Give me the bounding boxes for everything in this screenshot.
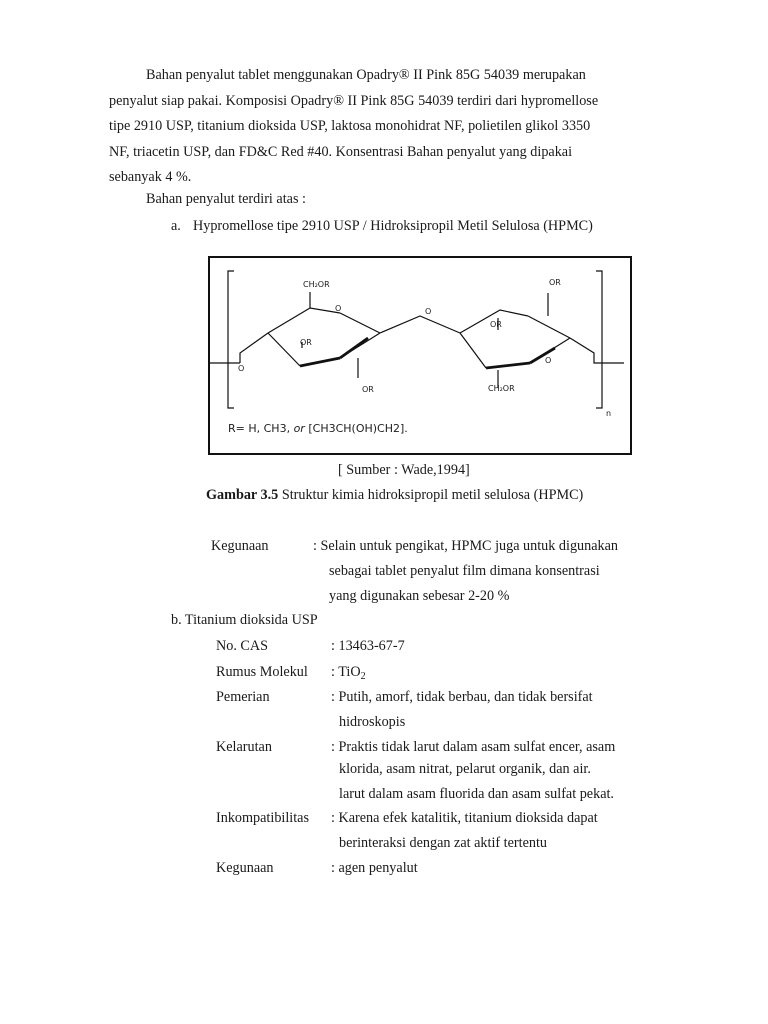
figure-source: [ Sumber : Wade,1994]	[338, 462, 470, 478]
label-or-right-top: OR	[549, 278, 561, 287]
r-note-suffix: [CH3CH(OH)CH2].	[308, 422, 408, 435]
pemerian-label: Pemerian	[216, 689, 270, 705]
intro-line-6: Bahan penyalut terdiri atas :	[146, 191, 306, 207]
kegunaan-a-label: Kegunaan	[211, 538, 269, 554]
rumus-value	[331, 663, 366, 681]
r-note-or: or	[293, 422, 305, 435]
kelarutan-line-1: : Praktis tidak larut dalam asam sulfat encer, asam	[331, 739, 616, 755]
r-note-prefix: R= H, CH3,	[228, 422, 291, 435]
cas-value: : 13463-67-7	[331, 638, 405, 654]
intro-line-3: tipe 2910 USP, titanium dioksida USP, laktosa monohidrat NF, polietilen glikol 3350	[109, 118, 591, 134]
item-a-marker: a.	[171, 218, 181, 234]
figure-caption	[206, 486, 583, 504]
kelarutan-line-3: larut dalam asam fluorida dan asam sulfat pekat.	[339, 786, 614, 802]
rumus-label: Rumus Molekul	[216, 664, 308, 680]
label-or-left-mid: OR	[300, 338, 312, 347]
item-b-title: b. Titanium dioksida USP	[171, 612, 318, 628]
r-substituent-note	[228, 422, 408, 435]
kegunaan-b-label: Kegunaan	[216, 860, 274, 876]
pemerian-line-1: : Putih, amorf, tidak berbau, dan tidak bersifat	[331, 689, 593, 705]
kegunaan-a-line-1: : Selain untuk pengikat, HPMC juga untuk digunakan	[313, 538, 619, 554]
item-a-title: Hypromellose tipe 2910 USP / Hidroksipropil Metil Selulosa (HPMC)	[193, 218, 593, 234]
label-or-right-mid: OR	[490, 320, 502, 329]
label-o-ring-right: O	[545, 356, 552, 365]
label-or-left-bottom: OR	[362, 385, 374, 394]
label-o-ring-left: O	[335, 304, 342, 313]
kelarutan-label: Kelarutan	[216, 739, 272, 755]
pemerian-line-2: hidroskopis	[339, 714, 406, 730]
rumus-subscript: 2	[360, 671, 366, 682]
inkompatibilitas-label: Inkompatibilitas	[216, 810, 309, 826]
label-ch2or-right: CH₂OR	[488, 384, 515, 393]
label-ch2or-left: CH₂OR	[303, 280, 330, 289]
inkompatibilitas-line-1: : Karena efek katalitik, titanium dioksida dapat	[331, 810, 598, 826]
label-o-bridge: O	[425, 307, 432, 316]
intro-line-5: sebanyak 4 %.	[109, 169, 192, 185]
rumus-value-text: : TiO	[331, 664, 361, 680]
kegunaan-a-line-3: yang digunakan sebesar 2-20 %	[329, 588, 510, 604]
caption-text: Struktur kimia hidroksipropil metil selulosa (HPMC)	[281, 487, 584, 503]
kegunaan-a-line-2: sebagai tablet penyalut film dimana konsentrasi	[329, 563, 600, 579]
label-o-left-end: O	[238, 364, 245, 373]
intro-line-2: penyalut siap pakai. Komposisi Opadry® II Pink 85G 54039 terdiri dari hypromellose	[109, 93, 599, 109]
caption-label: Gambar 3.5	[206, 487, 279, 503]
label-n-subscript: n	[606, 409, 612, 418]
intro-line-1: Bahan penyalut tablet menggunakan Opadry® II Pink 85G 54039 merupakan	[146, 67, 586, 83]
hpmc-structure-figure	[208, 256, 632, 455]
kelarutan-line-2: klorida, asam nitrat, pelarut organik, dan air.	[339, 761, 591, 777]
intro-line-4: NF, triacetin USP, dan FD&C Red #40. Konsentrasi Bahan penyalut yang dipakai	[109, 144, 573, 160]
inkompatibilitas-line-2: berinteraksi dengan zat aktif tertentu	[339, 835, 547, 851]
kegunaan-b-value: : agen penyalut	[331, 860, 418, 876]
cas-label: No. CAS	[216, 638, 269, 654]
